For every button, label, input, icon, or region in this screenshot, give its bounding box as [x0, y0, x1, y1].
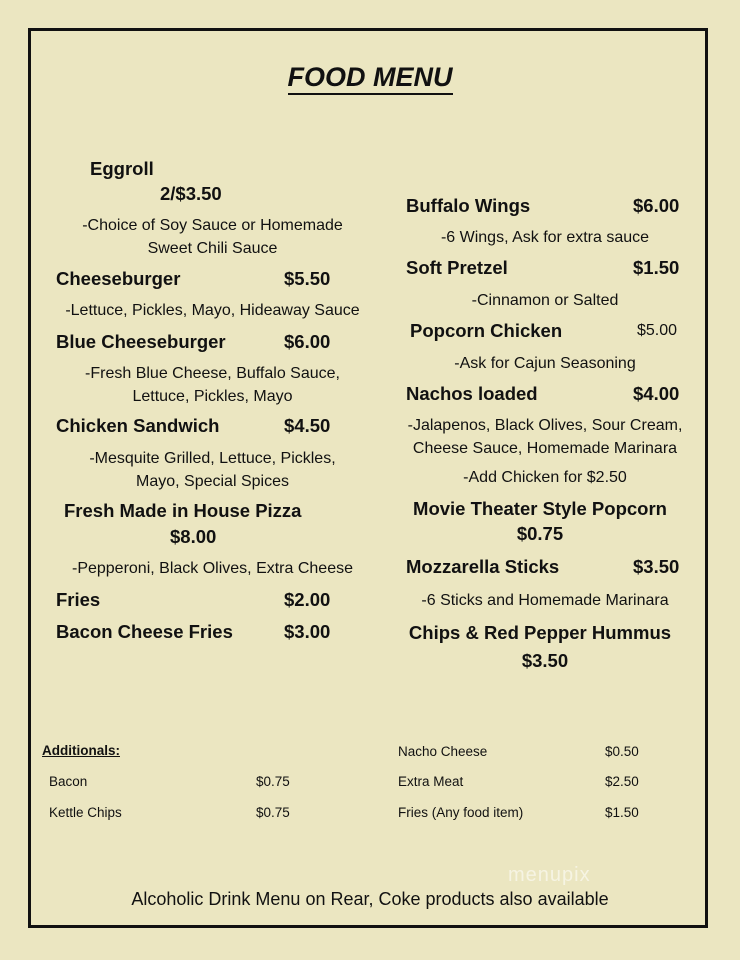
mozzarella-name: Mozzarella Sticks	[406, 556, 560, 577]
mozzarella-price: $3.50	[633, 556, 680, 577]
eggroll-name: Eggroll	[90, 158, 154, 179]
additionals-heading: Additionals:	[42, 743, 120, 758]
additional-item-name: Nacho Cheese	[398, 744, 488, 759]
nachos-addon: -Add Chicken for $2.50	[463, 469, 627, 486]
cheeseburger-desc: -Lettuce, Pickles, Mayo, Hideaway Sauce	[65, 302, 360, 319]
popcorn-price: $0.75	[516, 523, 564, 544]
mozzarella-desc: -6 Sticks and Homemade Marinara	[421, 592, 669, 609]
menu-title: FOOD MENU	[0, 62, 740, 93]
nachos-price: $4.00	[633, 383, 680, 404]
pizza-desc: -Pepperoni, Black Olives, Extra Cheese	[71, 560, 353, 577]
additional-item-price: $2.50	[605, 774, 639, 789]
eggroll-price: 2/$3.50	[160, 183, 222, 204]
nachos-name: Nachos loaded	[406, 383, 538, 404]
additional-item-price: $0.75	[256, 774, 290, 789]
additional-item-name: Bacon	[49, 774, 88, 789]
eggroll-desc: -Choice of Soy Sauce or Homemade Sweet Chili Sauce	[82, 217, 343, 257]
additional-item-price: $0.50	[605, 744, 639, 759]
buffalo-wings-name: Buffalo Wings	[406, 195, 531, 216]
popcorn-name: Movie Theater Style Popcorn	[413, 498, 667, 519]
blue-cheeseburger-price: $6.00	[284, 331, 331, 352]
watermark: menupix	[508, 864, 591, 886]
soft-pretzel-price: $1.50	[633, 257, 680, 278]
cheeseburger-price: $5.50	[284, 268, 331, 289]
additional-item-name: Extra Meat	[398, 774, 464, 789]
chicken-sandwich-desc: -Mesquite Grilled, Lettuce, Pickles, Mayo, Special Spices	[89, 450, 336, 490]
fries-price: $2.00	[284, 589, 331, 610]
hummus-name: Chips & Red Pepper Hummus	[408, 622, 672, 643]
nachos-desc: -Jalapenos, Black Olives, Sour Cream, Cheese Sauce, Homemade Marinara	[407, 417, 683, 457]
bacon-cheese-fries-price: $3.00	[284, 621, 331, 642]
chicken-sandwich-price: $4.50	[284, 415, 331, 436]
footer-note: Alcoholic Drink Menu on Rear, Coke products also available	[131, 889, 609, 909]
cheeseburger-name: Cheeseburger	[56, 268, 181, 289]
additional-item-price: $1.50	[605, 805, 639, 820]
buffalo-wings-price: $6.00	[633, 195, 680, 216]
popcorn-chicken-desc: -Ask for Cajun Seasoning	[454, 355, 636, 372]
blue-cheeseburger-name: Blue Cheeseburger	[56, 331, 226, 352]
soft-pretzel-desc: -Cinnamon or Salted	[471, 292, 619, 309]
additional-item-price: $0.75	[256, 805, 290, 820]
bacon-cheese-fries-name: Bacon Cheese Fries	[56, 621, 233, 642]
blue-cheeseburger-desc: -Fresh Blue Cheese, Buffalo Sauce, Lettuce, Pickles, Mayo	[85, 365, 340, 405]
hummus-price: $3.50	[521, 650, 569, 671]
additional-item-name: Fries (Any food item)	[398, 805, 524, 820]
pizza-price: $8.00	[170, 526, 217, 547]
pizza-name: Fresh Made in House Pizza	[64, 500, 302, 521]
chicken-sandwich-name: Chicken Sandwich	[56, 415, 220, 436]
popcorn-chicken-price: $5.00	[637, 322, 678, 339]
buffalo-wings-desc: -6 Wings, Ask for extra sauce	[440, 229, 650, 246]
additional-item-name: Kettle Chips	[49, 805, 122, 820]
popcorn-chicken-name: Popcorn Chicken	[410, 320, 563, 341]
fries-name: Fries	[56, 589, 101, 610]
soft-pretzel-name: Soft Pretzel	[406, 257, 508, 278]
